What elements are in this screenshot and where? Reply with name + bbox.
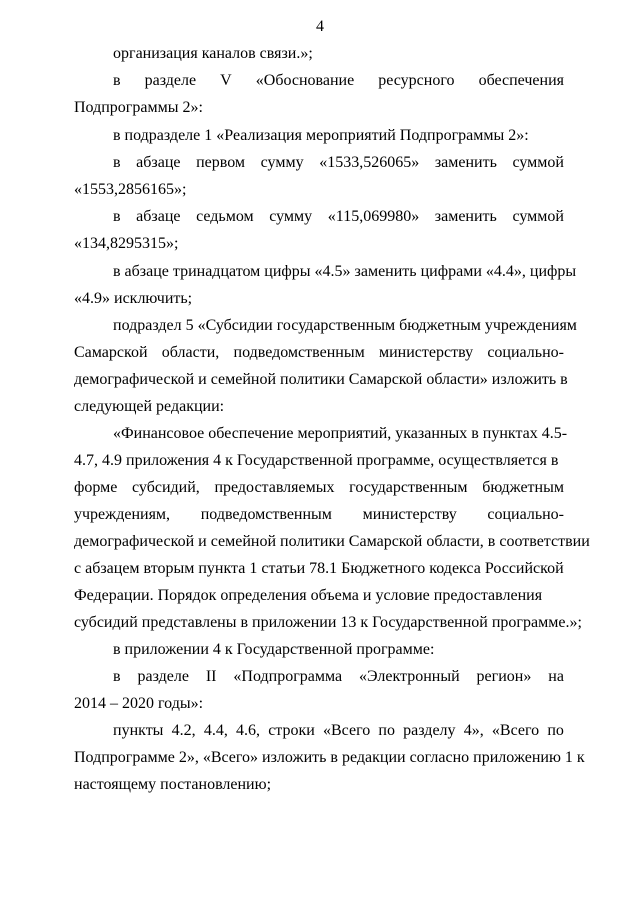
word: бюджетным [482,479,564,496]
word: министерству [378,344,474,361]
page-number: 4 [316,18,324,35]
paragraph-line: Федерации. Порядок определения объема и условие предоставления [74,587,543,604]
word: по [378,722,395,739]
paragraph-line: 4.7, 4.9 приложения 4 к Государственной программе, осуществляется в [74,452,559,469]
word: сумму [260,154,304,171]
word: 4.4, [203,722,228,739]
word: «Подпрограмма [233,668,343,685]
word: суммой [512,154,564,171]
paragraph-line: в приложении 4 к Государственной программе: [113,641,435,658]
word: в [113,154,121,171]
word: V [220,72,232,89]
paragraph-line: в подразделе 1 «Реализация мероприятий Подпрограммы 2»: [113,127,529,144]
paragraph-line: подраздел 5 «Субсидии государственным бюджетным учреждениям [113,317,577,334]
word: подведомственным [200,506,332,523]
paragraph-line: «4.9» исключить; [74,290,193,307]
word: разделу [403,722,456,739]
paragraph-line: Подпрограммы 2»: [74,99,203,116]
paragraph-line [113,71,564,91]
paragraph-line: «1553,2856165»; [74,181,187,198]
paragraph-line: 2014 – 2020 годы»: [74,695,204,712]
word: абзаце [136,208,181,225]
paragraph-line: Подпрограмме 2», «Всего» изложить в редакции согласно приложению 1 к [74,749,585,766]
word: «Всего [323,722,371,739]
paragraph-line: настоящему постановлению; [74,776,272,793]
word: II [205,668,217,685]
word: социально- [487,506,564,523]
word: сумму [269,208,313,225]
paragraph-line [113,721,564,741]
word: суммой [512,208,564,225]
word: в [113,668,121,685]
paragraph-line: демографической и семейной политики Самарской области» изложить в [74,371,568,388]
word: министерству [362,506,457,523]
word: в [113,72,121,89]
word: предоставляемых [214,479,335,496]
word: 4», [463,722,484,739]
word: форме [74,479,118,496]
word: заменить [434,208,497,225]
word: первом [196,154,246,171]
paragraph-line [113,153,564,173]
word: учреждениям, [74,506,171,523]
word: «Электронный [359,668,460,685]
word: «Всего [491,722,540,739]
word: «Обоснование [255,72,355,89]
word: регион» [476,668,532,685]
paragraph-line: «Финансовое обеспечение мероприятий, указанных в пунктах 4.5- [113,425,568,442]
word: ресурсного [378,72,455,89]
paragraph-line [74,478,564,498]
paragraph-line: с абзацем вторым пункта 1 статьи 78.1 Бюджетного кодекса Российской [74,560,564,577]
word: 4.2, [171,722,196,739]
paragraph-line: организация каналов связи.»; [113,45,313,62]
word: подведомственным [233,344,365,361]
paragraph-line: демографической и семейной политики Самарской области, в соответствии [74,533,590,550]
word: «1533,526065» [319,154,420,171]
word: абзаце [136,154,181,171]
word: социально- [487,344,564,361]
word: области, [161,344,220,361]
word: пункты [113,722,164,739]
word: по [547,722,564,739]
paragraph-line [74,505,564,525]
word: 4.6, [236,722,260,739]
paragraph-line: в абзаце тринадцатом цифры «4.5» заменить цифрами «4.4», цифры [113,263,577,280]
word: заменить [434,154,497,171]
word: седьмом [196,208,254,225]
word: государственным [349,479,468,496]
paragraph-line: субсидий представлены в приложении 13 к Государственной программе.»; [74,614,582,631]
word: строки [268,722,315,739]
word: на [548,668,564,685]
word: «115,069980» [327,208,420,225]
word: разделе [137,668,189,685]
word: разделе [144,72,197,89]
word: обеспечения [478,72,564,89]
paragraph-line [113,207,564,227]
word: в [113,208,121,225]
paragraph-line [113,667,564,687]
word: субсидий, [132,479,200,496]
word: Самарской [74,344,148,361]
paragraph-line [74,343,564,363]
paragraph-line: следующей редакции: [74,398,225,415]
paragraph-line: «134,8295315»; [74,235,179,252]
